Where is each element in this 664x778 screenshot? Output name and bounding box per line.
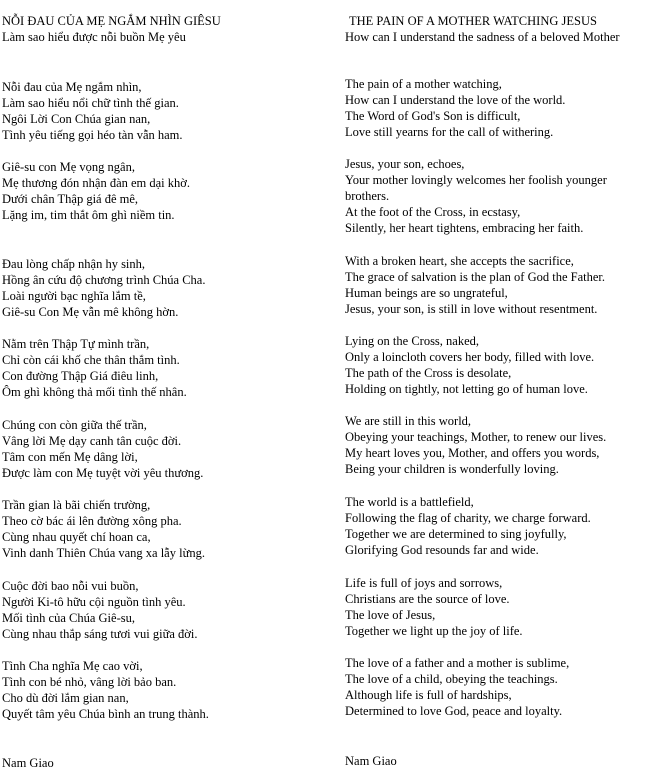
poem-line: Chỉ còn cái khố che thân thắm tình. (2, 353, 180, 367)
poem-line: Giê-su Con Mẹ vẫn mê không hờn. (2, 305, 179, 319)
vietnamese-stanza-3 (2, 256, 332, 320)
poem-line: The love of a father and a mother is sublime, (345, 656, 570, 670)
poem-line: Con đường Thập Giá điêu linh, (2, 369, 159, 383)
poem-line: Dưới chân Thập giá đê mê, (2, 192, 139, 206)
poem-line: My heart loves you, Mother, and offers you words, (345, 446, 600, 460)
poem-line: Holding on tightly, not letting go of human love. (345, 382, 588, 396)
poem-line: At the foot of the Cross, in ecstasy, (345, 205, 521, 219)
english-stanza-8 (345, 655, 660, 719)
poem-line: Jesus, your son, echoes, (345, 157, 465, 171)
poem-line: Being your children is wonderfully loving. (345, 462, 559, 476)
poem-line: Following the flag of charity, we charge forward. (345, 511, 591, 525)
poem-line: Life is full of joys and sorrows, (345, 576, 503, 590)
poem-line: Được làm con Mẹ tuyệt vời yêu thương. (2, 466, 204, 480)
english-stanza-7 (345, 575, 660, 639)
english-author: Nam Giao (345, 754, 397, 768)
vietnamese-stanza-2 (2, 159, 332, 223)
poem-line: Cùng nhau thắp sáng tươi vui giữa đời. (2, 627, 198, 641)
poem-line: Chúng con còn giữa thế trần, (2, 418, 147, 432)
english-title: THE PAIN OF A MOTHER WATCHING JESUS (349, 14, 597, 28)
english-stanza-2 (345, 156, 660, 236)
poem-line: Only a loincloth covers her body, filled with love. (345, 350, 595, 364)
poem-line: Đau lòng chấp nhận hy sinh, (2, 257, 146, 271)
poem-line: The love of Jesus, (345, 608, 436, 622)
poem-line: Together we light up the joy of life. (345, 624, 523, 638)
poem-line: Vinh danh Thiên Chúa vang xa lẫy lừng. (2, 546, 205, 560)
poem-line: Although life is full of hardships, (345, 688, 512, 702)
poem-line: Mối tình của Chúa Giê-su, (2, 611, 135, 625)
poem-line: Jesus, your son, is still in love without resentment. (345, 302, 598, 316)
vietnamese-poem-column (2, 13, 332, 770)
poem-line: Cùng nhau quyết chí hoan ca, (2, 530, 151, 544)
vietnamese-stanza-4 (2, 336, 332, 400)
poem-line: Tình con bé nhỏ, vâng lời bảo ban. (2, 675, 177, 689)
english-stanza-3 (345, 253, 660, 317)
vietnamese-subtitle: Làm sao hiểu được nỗi buồn Mẹ yêu (2, 30, 186, 44)
poem-line: Ôm ghì không thả mối tình thế nhân. (2, 385, 187, 399)
vietnamese-stanza-1 (2, 79, 332, 143)
poem-line: Love still yearns for the call of withering. (345, 125, 554, 139)
poem-line: Cuộc đời bao nỗi vui buồn, (2, 579, 139, 593)
poem-line: The grace of salvation is the plan of God the Father. (345, 270, 605, 284)
poem-line: Tình Cha nghĩa Mẹ cao vời, (2, 659, 143, 673)
english-stanza-4 (345, 333, 660, 397)
vietnamese-author: Nam Giao (2, 756, 54, 770)
poem-line: Ngôi Lời Con Chúa gian nan, (2, 112, 151, 126)
poem-line: Quyết tâm yêu Chúa bình an trung thành. (2, 707, 209, 721)
english-stanza-1 (345, 76, 660, 140)
poem-line: Làm sao hiểu nổi chữ tình thế gian. (2, 96, 179, 110)
poem-line: Lặng im, tim thắt ôm ghì niềm tin. (2, 208, 175, 222)
poem-line: The pain of a mother watching, (345, 77, 502, 91)
poem-line: The world is a battlefield, (345, 495, 474, 509)
poem-line: Glorifying God resounds far and wide. (345, 543, 539, 557)
vietnamese-title: NỖI ĐAU CỦA MẸ NGẮM NHÌN GIÊSU (2, 14, 221, 28)
poem-line: Your mother lovingly welcomes her foolish younger brothers. (345, 173, 607, 203)
poem-line: Nỗi đau của Mẹ ngắm nhìn, (2, 80, 142, 94)
vietnamese-stanza-8 (2, 658, 332, 722)
vietnamese-stanza-7 (2, 578, 332, 642)
poem-line: Giê-su con Mẹ vọng ngân, (2, 160, 135, 174)
poem-line: Mẹ thương đón nhận đàn em dại khờ. (2, 176, 191, 190)
poem-line: The love of a child, obeying the teachings. (345, 672, 558, 686)
poem-line: Determined to love God, peace and loyalty. (345, 704, 563, 718)
poem-line: Tâm con mến Mẹ dâng lời, (2, 450, 138, 464)
poem-line: Cho dù đời lắm gian nan, (2, 691, 129, 705)
poem-line: Tình yêu tiếng gọi héo tàn vẫn ham. (2, 128, 183, 142)
vietnamese-stanza-5 (2, 417, 332, 481)
poem-line: Theo cờ bác ái lên đường xông pha. (2, 514, 182, 528)
english-subtitle: How can I understand the sadness of a beloved Mother (345, 30, 620, 44)
poem-line: Lying on the Cross, naked, (345, 334, 480, 348)
poem-line: Người Ki-tô hữu cội nguồn tình yêu. (2, 595, 186, 609)
poem-line: The Word of God's Son is difficult, (345, 109, 521, 123)
poem-line: Trần gian là bãi chiến trường, (2, 498, 151, 512)
english-stanza-5 (345, 413, 660, 477)
poem-line: Loài người bạc nghĩa lắm tề, (2, 289, 146, 303)
poem-line: The path of the Cross is desolate, (345, 366, 512, 380)
english-stanza-6 (345, 494, 660, 558)
poem-line: Silently, her heart tightens, embracing her faith. (345, 221, 584, 235)
poem-line: We are still in this world, (345, 414, 472, 428)
poem-line: Christians are the source of love. (345, 592, 510, 606)
english-poem-column (345, 13, 660, 768)
poem-line: Human beings are so ungrateful, (345, 286, 508, 300)
poem-line: Obeying your teachings, Mother, to renew our lives. (345, 430, 607, 444)
poem-line: Hồng ân cứu độ chương trình Chúa Cha. (2, 273, 206, 287)
poem-line: With a broken heart, she accepts the sacrifice, (345, 254, 574, 268)
poem-line: Nằm trên Thập Tự mình trần, (2, 337, 150, 351)
poem-line: How can I understand the love of the world. (345, 93, 566, 107)
poem-line: Together we are determined to sing joyfully, (345, 527, 567, 541)
vietnamese-stanza-6 (2, 497, 332, 561)
poem-line: Vâng lời Mẹ dạy canh tân cuộc đời. (2, 434, 182, 448)
